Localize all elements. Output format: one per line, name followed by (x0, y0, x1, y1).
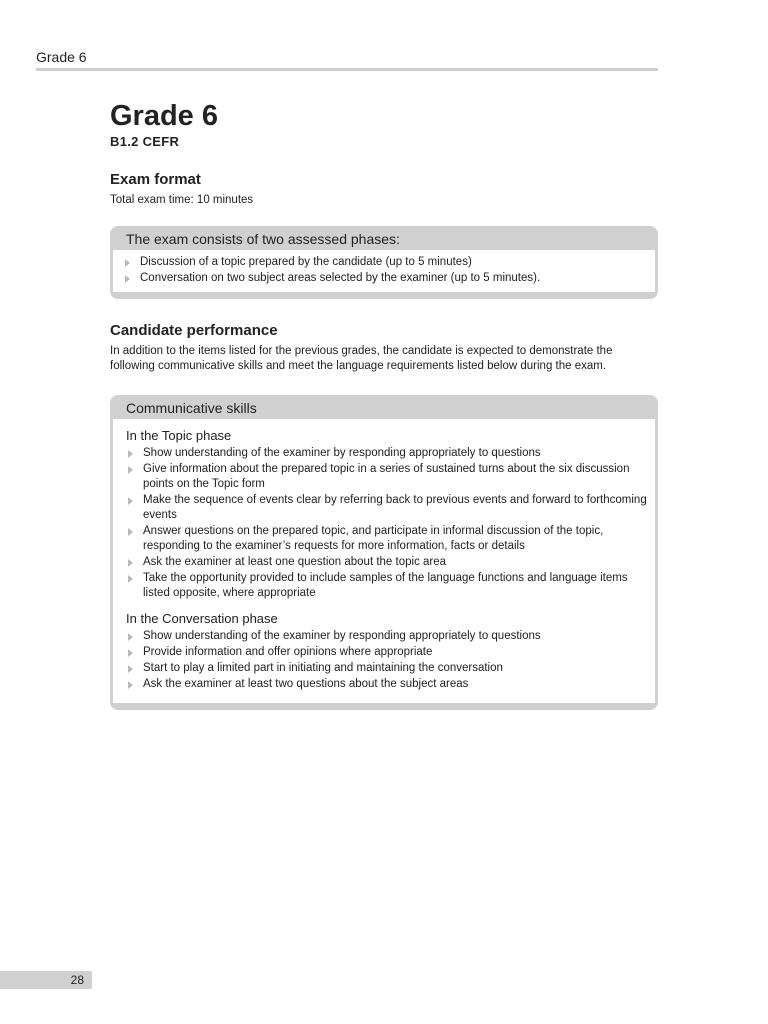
triangle-bullet-icon (128, 559, 133, 567)
main-content (110, 98, 658, 710)
running-header: Grade 6 (36, 49, 87, 65)
triangle-bullet-icon (128, 681, 133, 689)
triangle-bullet-icon (128, 575, 133, 583)
triangle-bullet-icon (128, 497, 133, 505)
list-item-text: Take the opportunity provided to include samples of the language functions and language items listed opposite, where appropriate (143, 572, 628, 599)
communicative-skills-heading: Communicative skills (126, 400, 257, 416)
list-item (126, 493, 649, 523)
topic-phase-list (126, 446, 649, 601)
page-number-bar (0, 971, 92, 989)
triangle-bullet-icon (125, 259, 130, 267)
list-item (126, 524, 649, 554)
communicative-skills-box (110, 395, 658, 710)
list-item (126, 555, 649, 570)
list-item-text: Show understanding of the examiner by responding appropriately to questions (143, 447, 541, 459)
topic-phase-heading: In the Topic phase (126, 428, 232, 443)
list-item (126, 446, 649, 461)
triangle-bullet-icon (128, 665, 133, 673)
list-item-text: Ask the examiner at least one question about the topic area (143, 556, 447, 568)
triangle-bullet-icon (125, 275, 130, 283)
page-number: 28 (70, 973, 84, 987)
phases-box (110, 226, 658, 299)
header-rule (36, 68, 658, 71)
list-item-text: Give information about the prepared topic in a series of sustained turns about the six discussion points on the Topic form (143, 463, 630, 490)
list-item-text: Make the sequence of events clear by referring back to previous events and forward to forthcoming events (143, 494, 647, 521)
exam-time-text: Total exam time: 10 minutes (110, 194, 254, 206)
phases-list (123, 255, 649, 286)
communicative-skills-body (113, 419, 655, 703)
list-item-text: Start to play a limited part in initiating and maintaining the conversation (143, 662, 503, 674)
list-item-text: Show understanding of the examiner by responding appropriately to questions (143, 630, 541, 642)
cefr-level: B1.2 CEFR (110, 134, 180, 149)
triangle-bullet-icon (128, 633, 133, 641)
triangle-bullet-icon (128, 528, 133, 536)
candidate-performance-heading: Candidate performance (110, 322, 278, 339)
list-item-text: Ask the examiner at least two questions about the subject areas (143, 678, 469, 690)
phases-box-body (113, 250, 655, 292)
triangle-bullet-icon (128, 649, 133, 657)
candidate-performance-intro: In addition to the items listed for the previous grades, the candidate is expected to demonstrate the following communicative skills and meet the language requirements listed below during the exam. (110, 345, 613, 372)
list-item (123, 271, 649, 286)
page-title: Grade 6 (110, 100, 218, 132)
list-item (126, 661, 649, 676)
phases-box-heading: The exam consists of two assessed phases: (126, 231, 400, 247)
list-item (126, 645, 649, 660)
exam-format-heading: Exam format (110, 171, 201, 188)
list-item (123, 255, 649, 270)
list-item (126, 571, 649, 601)
triangle-bullet-icon (128, 450, 133, 458)
list-item (126, 462, 649, 492)
list-item-text: Conversation on two subject areas selected by the examiner (up to 5 minutes). (140, 272, 541, 284)
conversation-phase-list (126, 629, 649, 692)
list-item-text: Answer questions on the prepared topic, and participate in informal discussion of the topic, responding to the examiner’s requests for more information, facts or details (143, 525, 604, 552)
list-item (126, 629, 649, 644)
conversation-phase-heading: In the Conversation phase (126, 611, 278, 626)
list-item (126, 677, 649, 692)
triangle-bullet-icon (128, 466, 133, 474)
list-item-text: Provide information and offer opinions where appropriate (143, 646, 433, 658)
list-item-text: Discussion of a topic prepared by the candidate (up to 5 minutes) (140, 256, 472, 268)
